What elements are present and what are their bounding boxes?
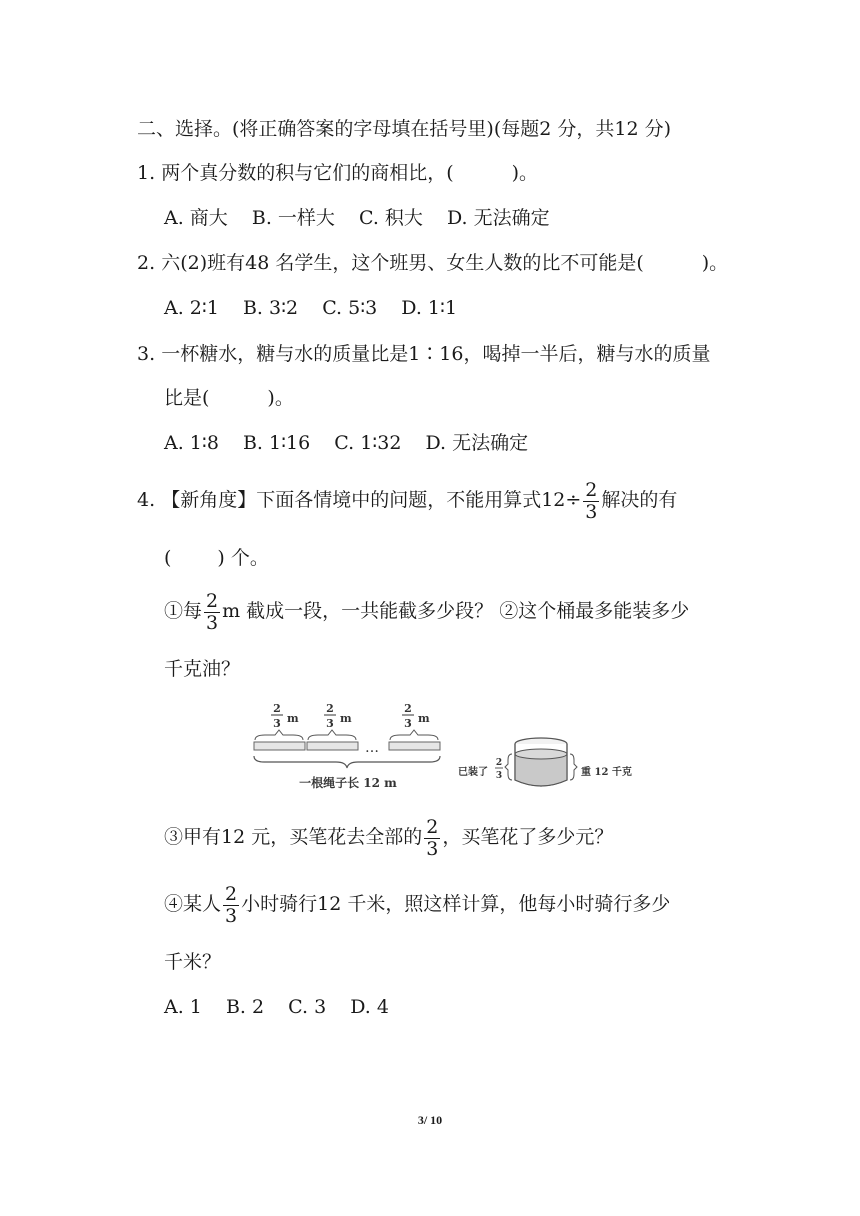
option-c: C. 5∶3: [322, 297, 378, 319]
svg-text:2: 2: [495, 758, 503, 768]
question-3-line-2: [164, 386, 294, 410]
question-3-options: [164, 431, 546, 455]
svg-text:m: m: [287, 712, 299, 725]
option-c: C. 3: [288, 996, 327, 1018]
scenario-text: ④某人: [164, 893, 222, 915]
svg-text:2: 2: [404, 702, 412, 715]
question-2: [137, 251, 728, 275]
rope-segment: [254, 742, 305, 750]
question-stem: 一杯糖水，糖与水的质量比是1∶16，喝掉一半后，糖与水的质量: [161, 343, 711, 365]
question-stem: 两个真分数的积与它们的商相比，(: [161, 162, 454, 184]
scenario-text: ③甲有12 元，买笔花去全部的: [164, 826, 423, 848]
option-a: A. 2∶1: [164, 297, 219, 319]
fraction-two-thirds: $\frac{2}{3}$: [206, 589, 219, 634]
segment-label-2: [324, 702, 352, 730]
option-d: D. 无法确定: [425, 432, 529, 454]
scenario-text: ①每: [164, 600, 203, 622]
question-stem-end: )。: [701, 252, 729, 274]
scenario-3: [164, 815, 613, 860]
option-a: A. 1∶8: [164, 432, 219, 454]
fraction-two-thirds: $\frac{2}{3}$: [426, 815, 439, 860]
question-stem-end: 解决的有: [601, 489, 678, 511]
question-4-blank-line: [164, 546, 269, 570]
option-b: B. 2: [225, 996, 265, 1018]
svg-text:2: 2: [273, 702, 281, 715]
option-d: D. 无法确定: [446, 207, 550, 229]
fraction-two-thirds: $\frac{2}{3}$: [585, 478, 598, 523]
question-number: 1.: [137, 162, 156, 184]
option-a: A. 1: [164, 996, 202, 1018]
svg-text:3: 3: [326, 717, 334, 730]
question-stem: 比是(: [164, 387, 210, 409]
question-1: [137, 161, 538, 185]
segment-label-1: [271, 702, 299, 730]
option-d: D. 1∶1: [401, 297, 458, 319]
blank-open: (: [164, 547, 172, 569]
option-b: B. 3∶2: [242, 297, 299, 319]
bucket: [515, 738, 567, 786]
scenario-text: ，买笔花了多少元？: [442, 826, 614, 848]
section-heading: 二、选择。(将正确答案的字母填在括号里)(每题2 分，共12 分): [137, 118, 671, 140]
question-number: 2.: [137, 252, 156, 274]
scenario-4: [164, 882, 670, 927]
option-b: B. 1∶16: [242, 432, 311, 454]
rope-and-bucket-figure: [250, 700, 640, 800]
option-b: B. 一样大: [251, 207, 335, 229]
question-stem-end: )。: [511, 162, 539, 184]
option-a: A. 商大: [164, 207, 228, 229]
scenario-4-line-2: 千米？: [164, 951, 222, 973]
question-4-options: [164, 995, 407, 1019]
question-stem-end: )。: [267, 387, 294, 409]
scenario-1-line-2: 千克油？: [164, 658, 241, 680]
svg-text:3: 3: [495, 771, 503, 781]
rope-label: 一根绳子长 12 m: [299, 776, 397, 790]
question-stem: 六(2)班有48 名学生，这个班男、女生人数的比不可能是(: [161, 252, 644, 274]
fraction-two-thirds: $\frac{2}{3}$: [225, 882, 238, 927]
option-c: C. 积大: [358, 207, 423, 229]
blank-close: ) 个。: [217, 547, 269, 569]
segment-label-3: [402, 702, 430, 730]
question-number: 4.: [137, 489, 156, 511]
svg-text:3: 3: [404, 717, 412, 730]
question-3: [137, 342, 710, 366]
svg-text:3: 3: [273, 717, 281, 730]
svg-text:m: m: [418, 712, 430, 725]
rope-segment: [307, 742, 358, 750]
page-number: 3/ 10: [417, 1113, 443, 1127]
question-4: [137, 478, 677, 523]
rope-segment: [389, 742, 440, 750]
question-2-options: [164, 296, 475, 320]
bucket-right-label: 重 12 千克: [581, 767, 632, 778]
option-d: D. 4: [350, 996, 389, 1018]
ellipsis: …: [365, 740, 379, 756]
bucket-fraction: [495, 758, 503, 781]
scenario-1: [164, 589, 689, 634]
scenario-text: m 截成一段，一共能截多少段？ ②这个桶最多能装多少: [222, 600, 690, 622]
question-stem: 【新角度】下面各情境中的问题，不能用算式12÷: [161, 489, 582, 511]
option-c: C. 1∶32: [334, 432, 402, 454]
question-number: 3.: [137, 343, 156, 365]
scenario-text: 小时骑行12 千米，照这样计算，他每小时骑行多少: [241, 893, 671, 915]
svg-text:m: m: [340, 712, 352, 725]
question-1-options: [164, 206, 568, 230]
svg-text:2: 2: [326, 702, 334, 715]
bucket-left-label: 已装了: [458, 767, 488, 778]
